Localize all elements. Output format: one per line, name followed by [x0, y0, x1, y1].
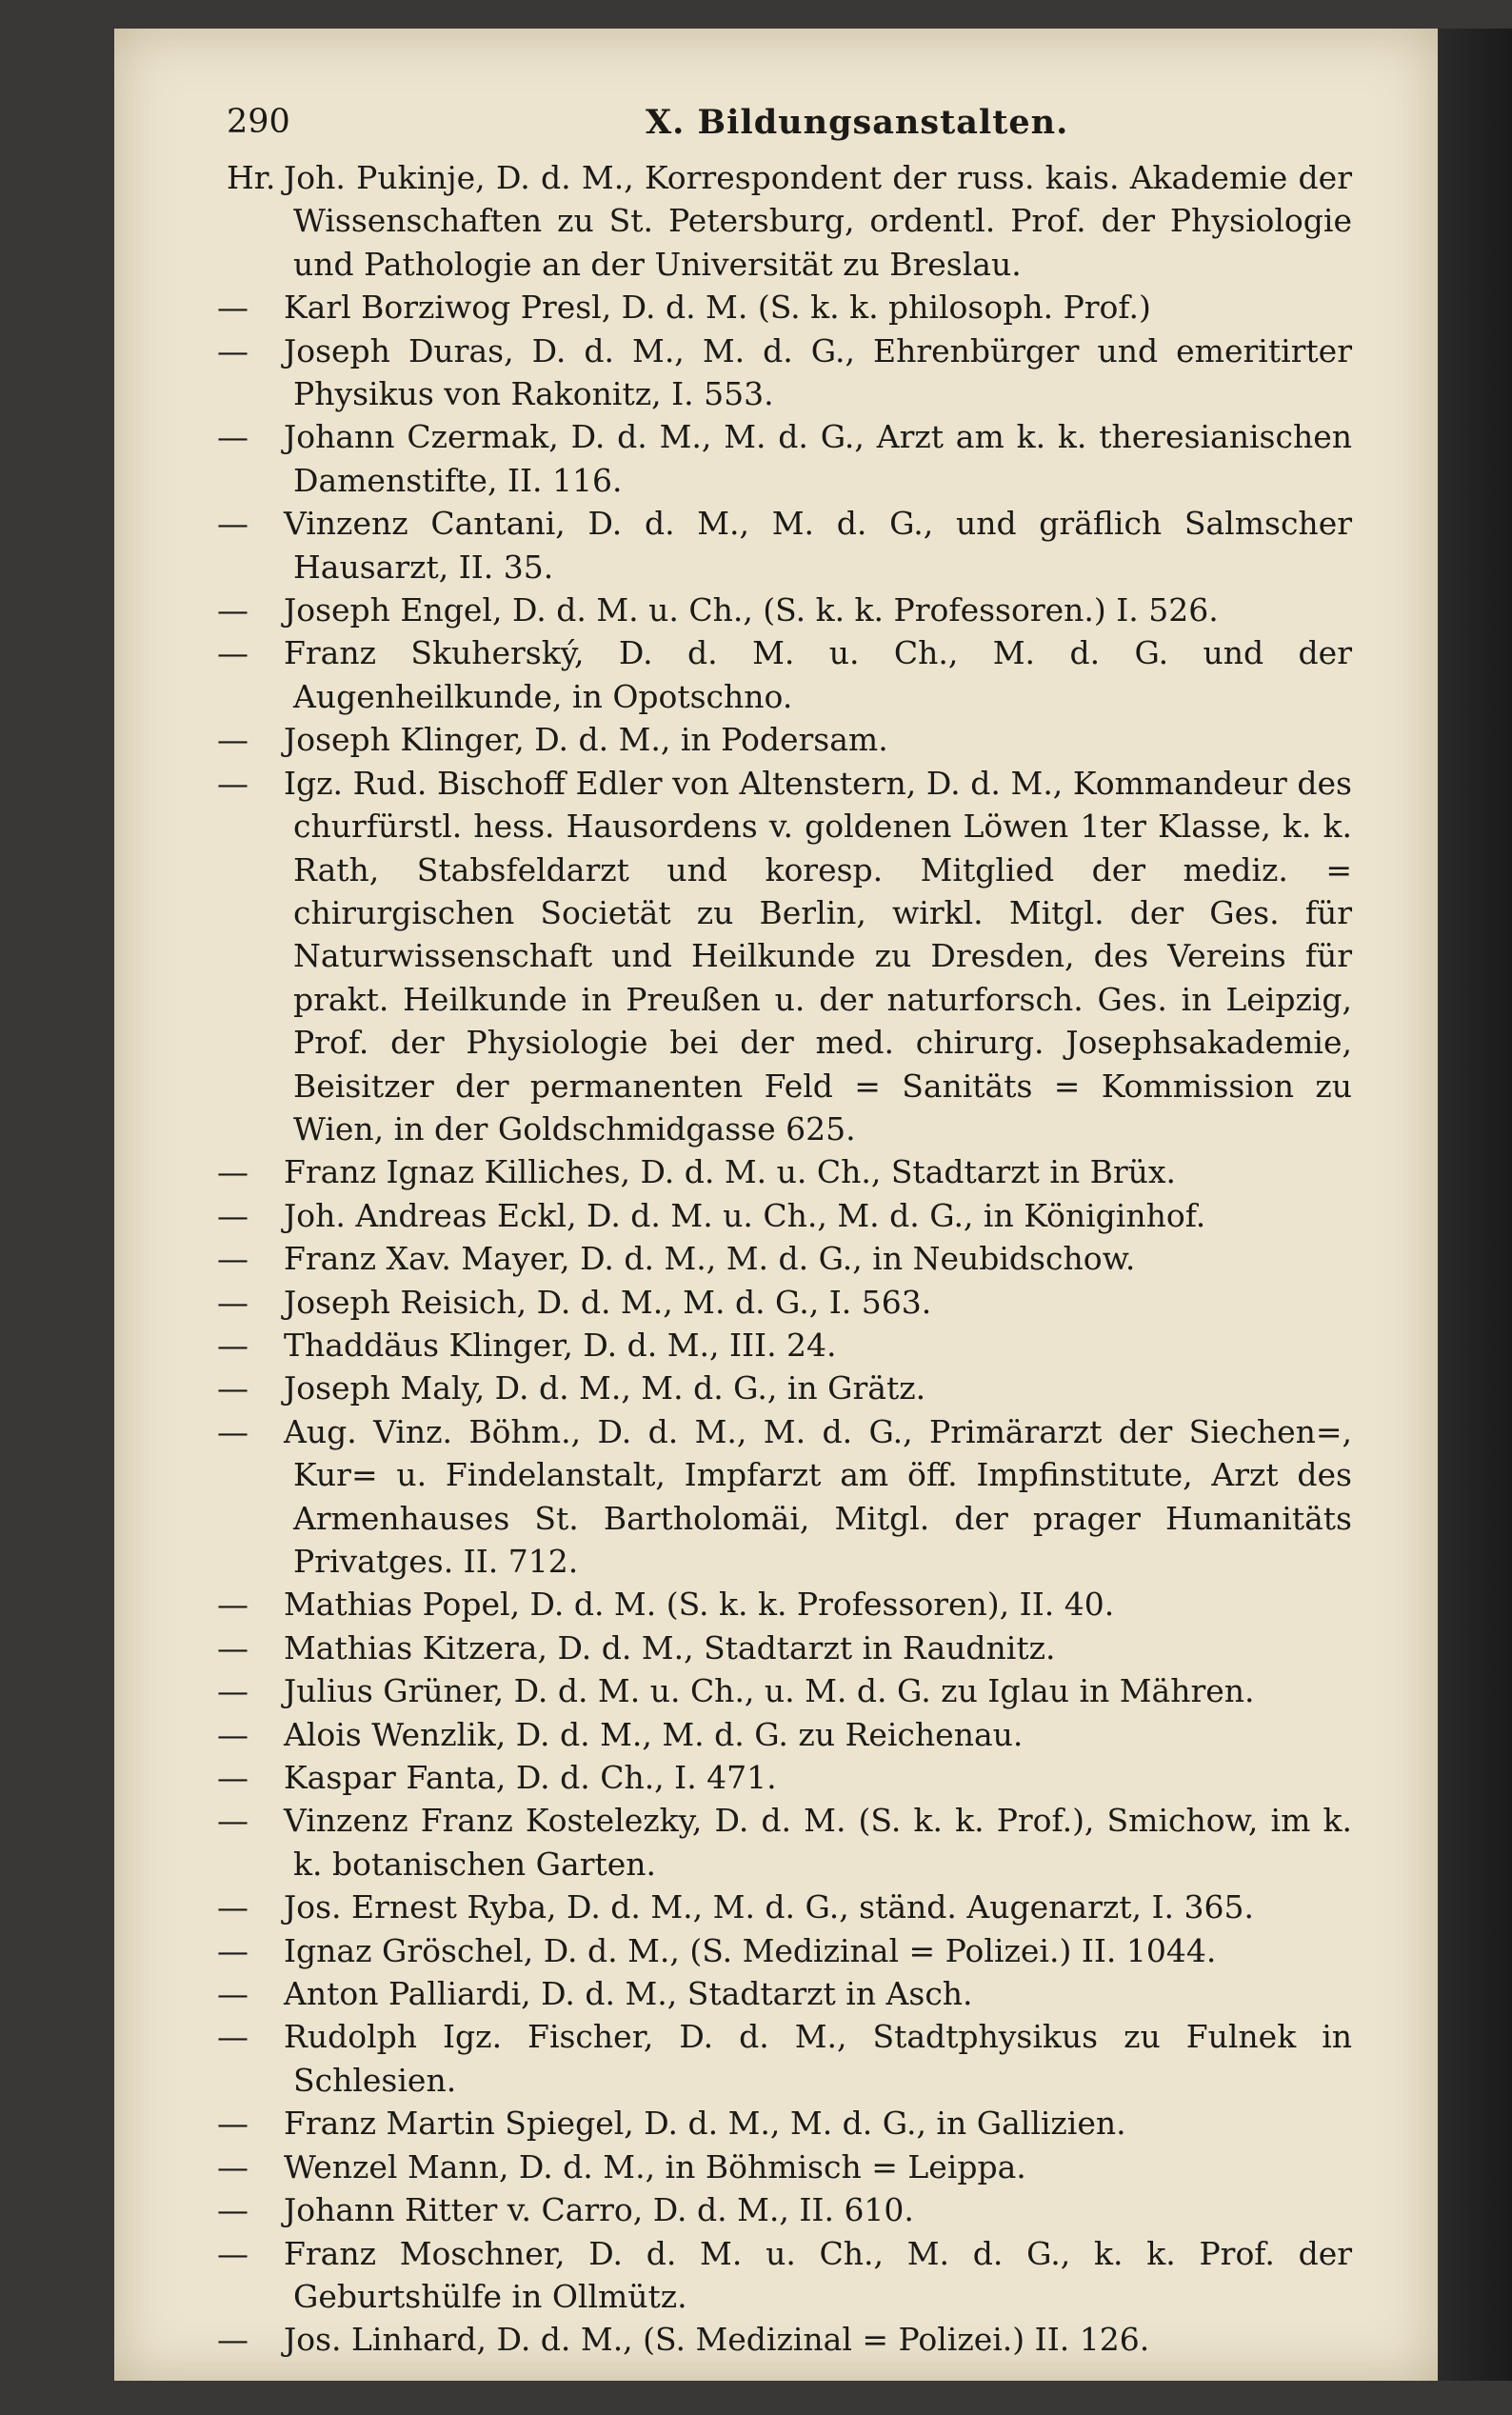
list-item	[217, 1627, 1352, 1669]
entry-text: Franz Moschner, D. d. M. u. Ch., M. d. G., k. k. Prof. der Geburtshülfe in Ollmütz.	[284, 2234, 1352, 2315]
list-item	[217, 1972, 1352, 2015]
entry-prefix: —	[217, 1412, 249, 1450]
list-item	[217, 1150, 1352, 1193]
entry-prefix: —	[217, 2105, 249, 2143]
entry-prefix: —	[217, 1802, 249, 1840]
list-item	[217, 1756, 1352, 1799]
list-item	[217, 2188, 1352, 2231]
entry-text: Rudolph Igz. Fischer, D. d. M., Stadtphysikus zu Fulnek in Schlesien.	[284, 2018, 1352, 2099]
entry-text: Mathias Popel, D. d. M. (S. k. k. Professoren), II. 40.	[284, 1586, 1115, 1624]
entry-prefix: —	[217, 1196, 249, 1234]
entry-prefix: —	[217, 1369, 249, 1407]
list-item	[227, 156, 1352, 286]
entry-text: Thaddäus Klinger, D. d. M., III. 24.	[284, 1326, 837, 1364]
entry-text: Vinzenz Franz Kostelezky, D. d. M. (S. k. k. Prof.), Smichow, im k. k. botanischen Garten.	[284, 1802, 1352, 1883]
entry-text: Franz Skuherský, D. d. M. u. Ch., M. d. G. und der Augenheilkunde, in Opotschno.	[284, 634, 1352, 715]
list-item	[217, 1367, 1352, 1409]
scan-edge	[1438, 29, 1512, 2381]
page-number: 290	[227, 103, 290, 141]
list-item	[217, 502, 1352, 589]
list-item	[217, 1886, 1352, 1928]
entry-prefix: —	[217, 1153, 249, 1191]
entry-text: Johann Ritter v. Carro, D. d. M., II. 610.	[284, 2191, 914, 2229]
list-item	[217, 2015, 1352, 2102]
entry-text: Joseph Engel, D. d. M. u. Ch., (S. k. k. Professoren.) I. 526.	[284, 591, 1219, 629]
entry-text: Jos. Linhard, D. d. M., (S. Medizinal = Polizei.) II. 126.	[284, 2321, 1150, 2359]
entry-prefix: —	[217, 1586, 249, 1624]
list-item	[217, 415, 1352, 502]
entry-list	[112, 156, 1352, 2362]
entry-text: Karl Borziwog Presl, D. d. M. (S. k. k. philosoph. Prof.)	[284, 289, 1151, 327]
entry-prefix: —	[217, 2234, 249, 2272]
list-item	[217, 631, 1352, 718]
list-item	[217, 1669, 1352, 1712]
list-item	[217, 762, 1352, 1151]
list-item	[217, 1194, 1352, 1237]
entry-text: Joh. Pukinje, D. d. M., Korrespondent der russ. kais. Akademie der Wissenschaften zu St. Petersburg, ordentl. Prof. der Physiologie und Pathologie an der Universität zu Breslau.	[284, 159, 1352, 283]
list-item	[217, 1583, 1352, 1626]
entry-prefix: —	[217, 1672, 249, 1710]
entry-prefix: —	[217, 764, 249, 802]
entry-text: Joh. Andreas Eckl, D. d. M. u. Ch., M. d. G., in Königinhof.	[284, 1196, 1206, 1234]
entry-text: Joseph Maly, D. d. M., M. d. G., in Grätz.	[284, 1369, 926, 1407]
list-item	[217, 1324, 1352, 1367]
entry-prefix: —	[217, 721, 249, 759]
entry-text: Ignaz Gröschel, D. d. M., (S. Medizinal = Polizei.) II. 1044.	[284, 1931, 1217, 1969]
running-title: X. Bildungsanstalten.	[646, 103, 1069, 142]
entry-prefix: —	[217, 1931, 249, 1969]
entry-prefix: —	[217, 289, 249, 327]
entry-text: Mathias Kitzera, D. d. M., Stadtarzt in Raudnitz.	[284, 1628, 1056, 1667]
list-item	[217, 2232, 1352, 2319]
entry-text: Vinzenz Cantani, D. d. M., M. d. G., und gräflich Salmscher Hausarzt, II. 35.	[284, 505, 1352, 586]
list-item	[217, 1713, 1352, 1756]
entry-text: Julius Grüner, D. d. M. u. Ch., u. M. d. G. zu Iglau in Mähren.	[284, 1672, 1255, 1710]
entry-text: Joseph Reisich, D. d. M., M. d. G., I. 563.	[284, 1283, 932, 1321]
list-item	[217, 1237, 1352, 1280]
entry-prefix: —	[217, 505, 249, 543]
entry-prefix: —	[217, 1283, 249, 1321]
page-header	[112, 103, 1245, 156]
entry-prefix: —	[217, 634, 249, 672]
entry-prefix: —	[217, 1888, 249, 1926]
entry-text: Alois Wenzlik, D. d. M., M. d. G. zu Reichenau.	[284, 1715, 1024, 1753]
entry-prefix: —	[217, 331, 249, 369]
entry-text: Igz. Rud. Bischoff Edler von Altenstern, D. d. M., Kommandeur des churfürstl. hess. Hausordens v. goldenen Löwen 1ter Klasse, k. k. Rath, Stabsfeldarzt und koresp. Mitglied der mediz. = chirurgischen Societät zu Berlin, wirkl. Mitgl. der Ges. für Naturwissenschaft und Heilkunde zu Dresden, des Vereins für prakt. Heilkunde in Preußen u. der naturforsch. Ges. in Leipzig, Prof. der Physiologie bei der med. chirurg. Josephsakademie, Beisitzer der permanenten Feld = Sanitäts = Kommission zu Wien, in der Goldschmidgasse 625.	[284, 764, 1352, 1148]
list-item	[217, 2146, 1352, 2188]
entry-prefix: —	[217, 1240, 249, 1278]
entry-text: Joseph Duras, D. d. M., M. d. G., Ehrenbürger und emeritirter Physikus von Rakonitz, I. 553.	[284, 331, 1352, 413]
entry-prefix: —	[217, 2147, 249, 2185]
list-item	[217, 589, 1352, 631]
list-item	[217, 718, 1352, 761]
list-item	[217, 2102, 1352, 2145]
entry-prefix: Hr.	[227, 159, 276, 196]
entry-text: Anton Palliardi, D. d. M., Stadtarzt in Asch.	[284, 1975, 973, 2013]
entry-text: Aug. Vinz. Böhm., D. d. M., M. d. G., Primärarzt der Siechen=, Kur= u. Findelanstalt, Impfarzt am öff. Impfinstitute, Arzt des Armenhauses St. Bartholomäi, Mitgl. der prager Humanitäts Privatges. II. 712.	[284, 1412, 1352, 1580]
page-text	[112, 103, 1352, 2362]
entry-prefix: —	[217, 1975, 249, 2013]
entry-prefix: —	[217, 2321, 249, 2359]
list-item	[217, 286, 1352, 329]
entry-text: Franz Ignaz Killiches, D. d. M. u. Ch., Stadtarzt in Brüx.	[284, 1153, 1177, 1191]
list-item	[217, 329, 1352, 416]
entry-prefix: —	[217, 2191, 249, 2229]
entry-text: Franz Martin Spiegel, D. d. M., M. d. G., in Gallizien.	[284, 2105, 1126, 2143]
list-item	[217, 1410, 1352, 1584]
entry-prefix: —	[217, 418, 249, 456]
list-item	[217, 2318, 1352, 2361]
entry-text: Kaspar Fanta, D. d. Ch., I. 471.	[284, 1759, 777, 1797]
entry-prefix: —	[217, 1326, 249, 1364]
entry-text: Wenzel Mann, D. d. M., in Böhmisch = Leippa.	[284, 2147, 1026, 2185]
entry-text: Jos. Ernest Ryba, D. d. M., M. d. G., ständ. Augenarzt, I. 365.	[284, 1888, 1254, 1926]
list-item	[217, 1281, 1352, 1324]
entry-text: Joseph Klinger, D. d. M., in Podersam.	[284, 721, 888, 759]
list-item	[217, 1929, 1352, 1972]
entry-prefix: —	[217, 2018, 249, 2056]
entry-prefix: —	[217, 591, 249, 629]
entry-prefix: —	[217, 1628, 249, 1667]
entry-text: Franz Xav. Mayer, D. d. M., M. d. G., in Neubidschow.	[284, 1240, 1136, 1278]
list-item	[217, 1799, 1352, 1886]
entry-prefix: —	[217, 1759, 249, 1797]
entry-text: Johann Czermak, D. d. M., M. d. G., Arzt am k. k. theresianischen Damenstifte, II. 116.	[284, 418, 1352, 499]
entry-prefix: —	[217, 1715, 249, 1753]
